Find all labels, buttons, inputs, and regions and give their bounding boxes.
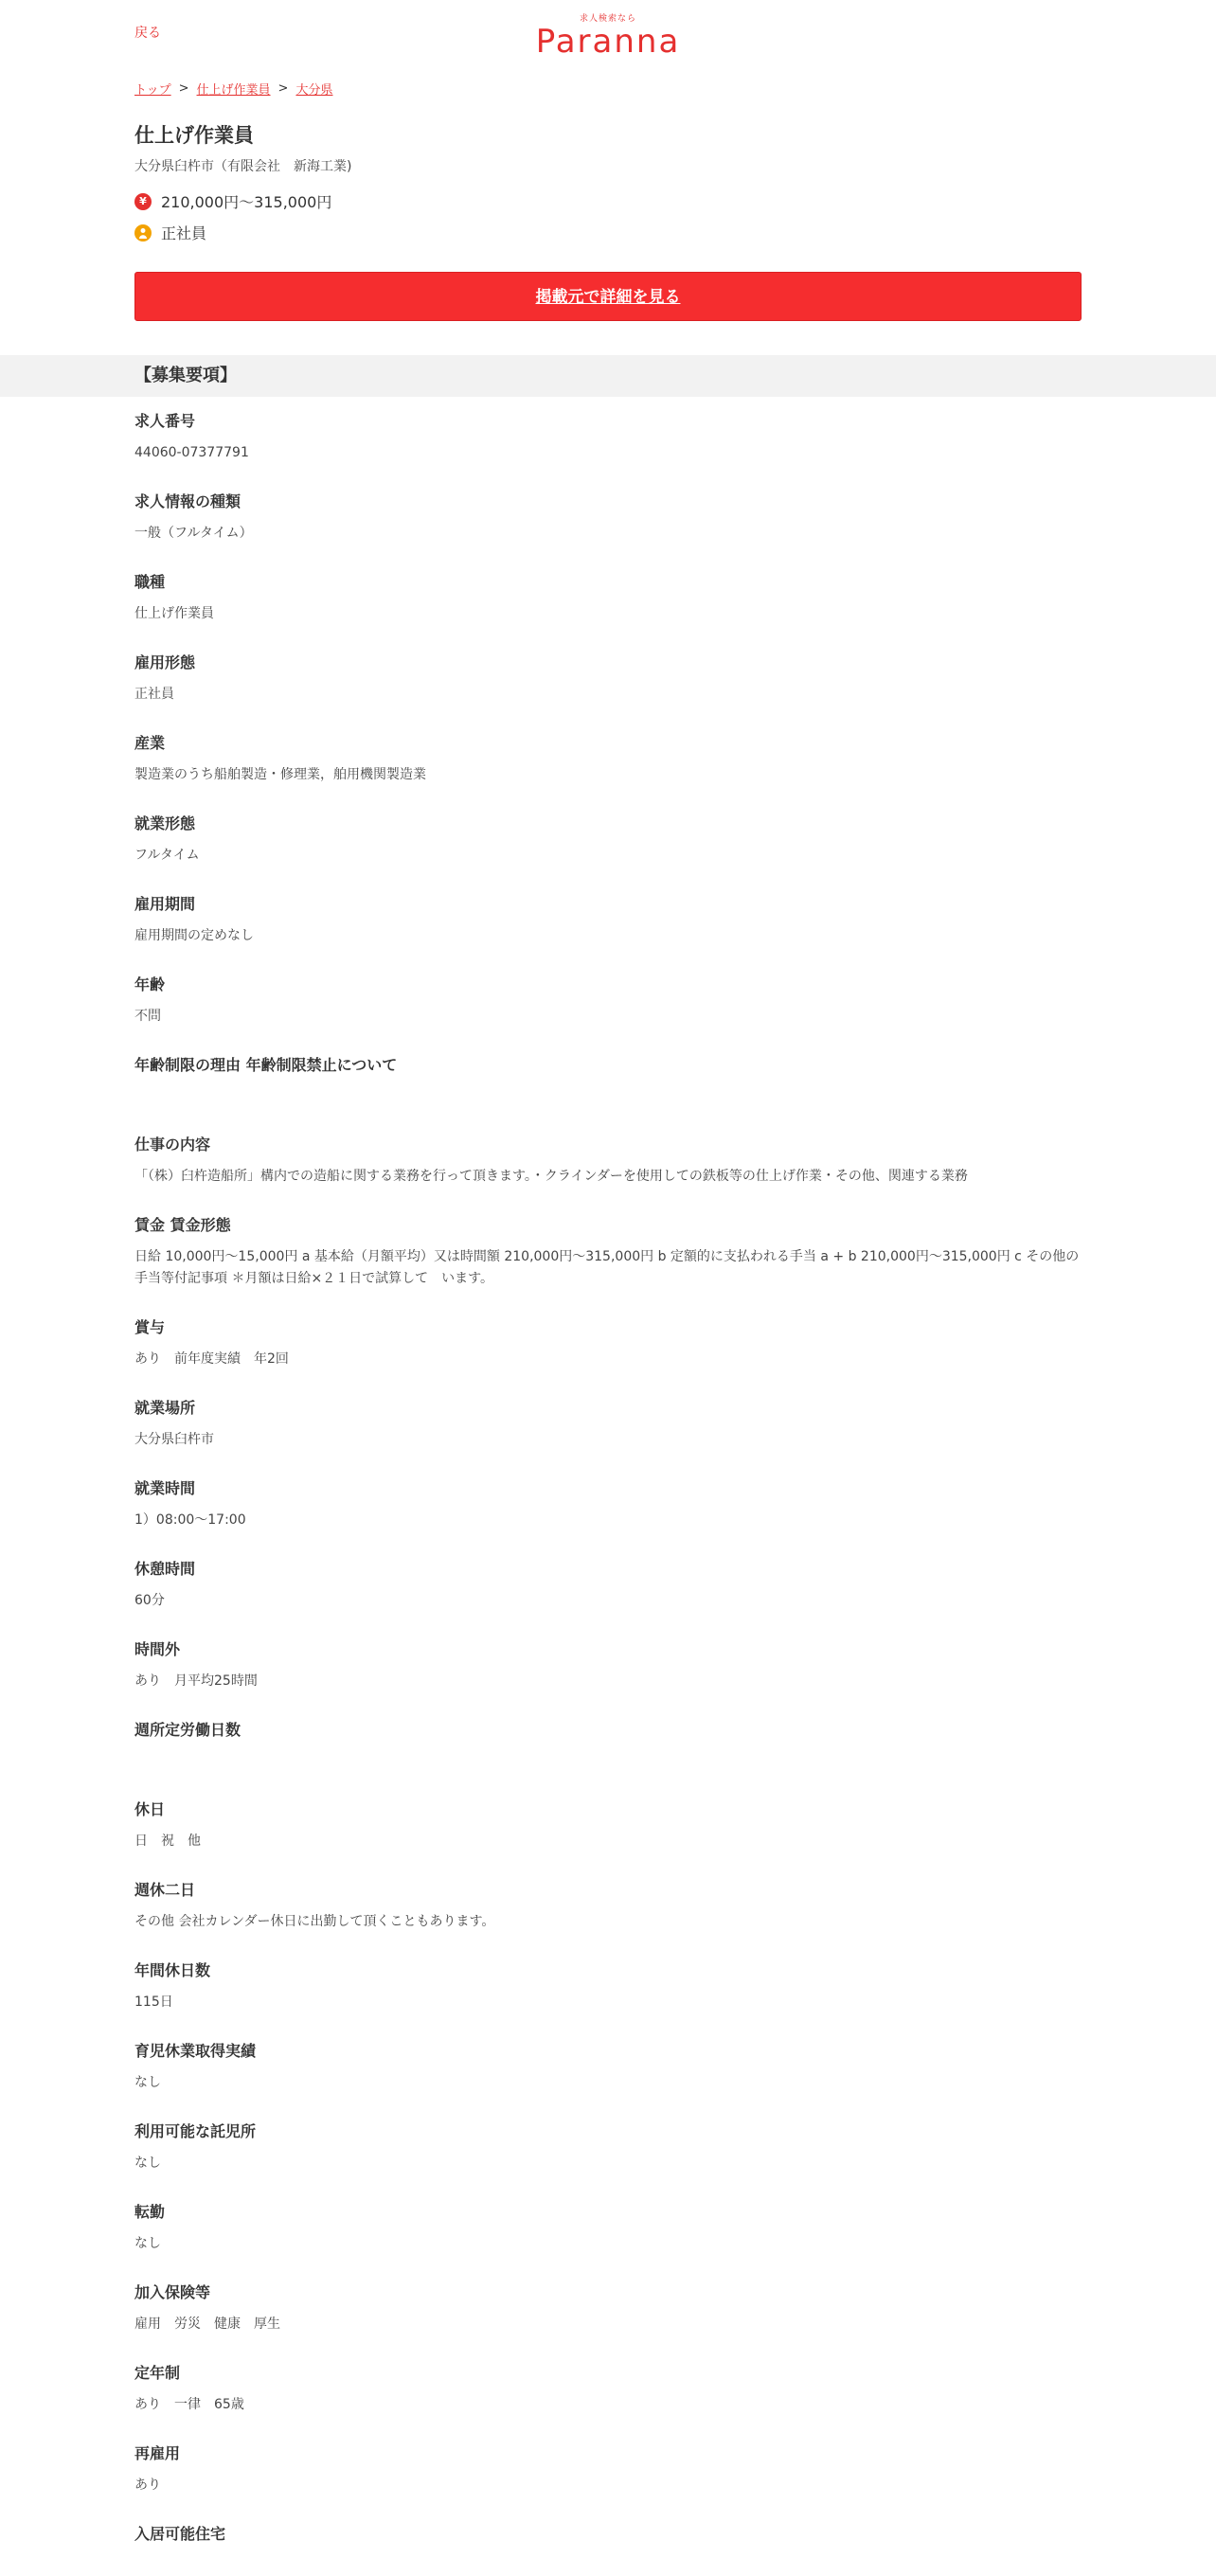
field-label: 求人番号 [134,412,196,430]
field-value: あり [134,2478,161,2493]
field-value: なし [134,2156,161,2171]
field-value [134,1751,1082,1772]
job-field [134,893,1082,947]
job-fields-list [134,410,1082,2576]
job-field [134,1719,1082,1772]
field-value: 「（株）臼杵造船所」構内での造船に関する業務を行って頂きます。・クラインダーを使用しての鉄板等の仕上げ作業・その他、関連する業務 [134,1169,968,1184]
field-value: あり 前年度実績 年2回 [134,1351,289,1367]
breadcrumb-separator: > [178,81,189,96]
field-value: 日給 10,000円～15,000円 a 基本給（月額平均）又は時間額 210,000円～315,000円 b 定額的に支払われる手当 a + b 210,000円～315,000円 c その他の手当等付記事項 ＊月額は日給×２１日で試算して います。 [134,1249,1080,1286]
breadcrumb-job[interactable]: 仕上げ作業員 [196,83,271,98]
job-field [134,2362,1082,2416]
job-field [134,1798,1082,1852]
job-field [134,732,1082,786]
job-field [134,1558,1082,1612]
job-field [134,1214,1082,1290]
job-field [134,813,1082,867]
field-label: 転勤 [134,2203,166,2221]
field-value [134,1086,1082,1107]
field-label: 求人情報の種類 [134,492,241,510]
view-details-button[interactable]: 掲載元で詳細を見る [134,272,1082,321]
breadcrumb-separator: > [277,81,289,96]
job-title: 仕上げ作業員 [134,124,254,147]
job-field [134,1879,1082,1933]
field-label: 入居可能住宅 [134,2525,226,2543]
field-label: 就業時間 [134,1479,196,1497]
field-label: 再雇用 [134,2444,181,2462]
job-field [134,1134,1082,1188]
employment-type-text: 正社員 [161,224,207,242]
field-value: フルタイム [134,848,200,863]
field-value: 雇用 労災 健康 厚生 [134,2317,280,2332]
job-field [134,1054,1082,1107]
job-field [134,2040,1082,2094]
field-value [134,2555,1082,2576]
job-field [134,652,1082,706]
job-field [134,2523,1082,2576]
job-field [134,1959,1082,2013]
back-link[interactable]: 戻る [134,26,161,41]
breadcrumb-prefecture[interactable]: 大分県 [295,83,333,98]
field-value: あり 一律 65歳 [134,2397,244,2412]
field-label: 加入保険等 [134,2283,211,2301]
field-label: 就業場所 [134,1399,196,1417]
breadcrumb-top[interactable]: トップ [134,83,171,98]
field-value: 仕上げ作業員 [134,606,214,621]
field-value: 製造業のうち船舶製造・修理業，舶用機関製造業 [134,767,426,782]
field-value: 雇用期間の定めなし [134,928,254,943]
salary-row [134,190,1082,212]
field-label: 年間休日数 [134,1961,211,1979]
company-location: 大分県臼杵市（有限会社 新海工業) [134,159,352,174]
field-value: なし [134,2075,161,2090]
field-label: 週所定労働日数 [134,1721,241,1739]
field-label: 利用可能な託児所 [134,2122,257,2140]
field-value: 115日 [134,1995,173,2010]
employment-row [134,222,1082,243]
field-value: 一般（フルタイム） [134,526,253,541]
field-value: 不問 [134,1009,161,1024]
job-field [134,2442,1082,2496]
field-value: その他 会社カレンダー休日に出勤して頂くこともあります。 [134,1914,495,1929]
job-field [134,2120,1082,2174]
job-field [134,571,1082,625]
logo[interactable] [535,11,681,61]
field-label: 時間外 [134,1640,181,1658]
field-label: 定年制 [134,2364,181,2382]
job-field [134,1477,1082,1531]
breadcrumb [134,80,1082,98]
job-field [134,491,1082,545]
job-field [134,1316,1082,1370]
field-value: 44060-07377791 [134,445,249,460]
field-value: 60分 [134,1593,165,1608]
field-label: 育児休業取得実績 [134,2042,257,2060]
field-label: 賞与 [134,1318,166,1336]
field-value: なし [134,2236,161,2251]
yen-icon: ¥ [134,193,152,210]
field-label: 週休二日 [134,1881,196,1899]
field-label: 仕事の内容 [134,1136,211,1154]
field-label: 休日 [134,1800,166,1818]
field-label: 年齢制限の理由 年齢制限禁止について [134,1056,398,1074]
field-label: 就業形態 [134,814,196,832]
person-icon [134,224,152,242]
field-label: 賃金 賃金形態 [134,1216,231,1234]
logo-text: Paranna [535,23,681,61]
field-label: 職種 [134,573,166,591]
field-value: 1）08:00～17:00 [134,1512,246,1528]
salary-text: 210,000円～315,000円 [161,193,332,211]
job-field [134,1397,1082,1451]
section-header [0,355,1216,397]
job-field [134,2281,1082,2335]
field-label: 産業 [134,734,166,752]
field-value: あり 月平均25時間 [134,1673,258,1689]
field-label: 休憩時間 [134,1560,196,1578]
site-header [134,0,1082,61]
field-value: 日 祝 他 [134,1834,201,1849]
field-label: 雇用形態 [134,653,196,671]
field-label: 雇用期間 [134,895,196,913]
job-field [134,1638,1082,1692]
field-label: 年齢 [134,975,166,993]
job-field [134,2201,1082,2255]
field-value: 正社員 [134,687,174,702]
job-field [134,410,1082,464]
job-field [134,974,1082,1028]
section-title: 【募集要項】 [134,366,237,385]
logo-tagline: 求人検索なら [579,14,636,24]
field-value: 大分県臼杵市 [134,1432,214,1447]
